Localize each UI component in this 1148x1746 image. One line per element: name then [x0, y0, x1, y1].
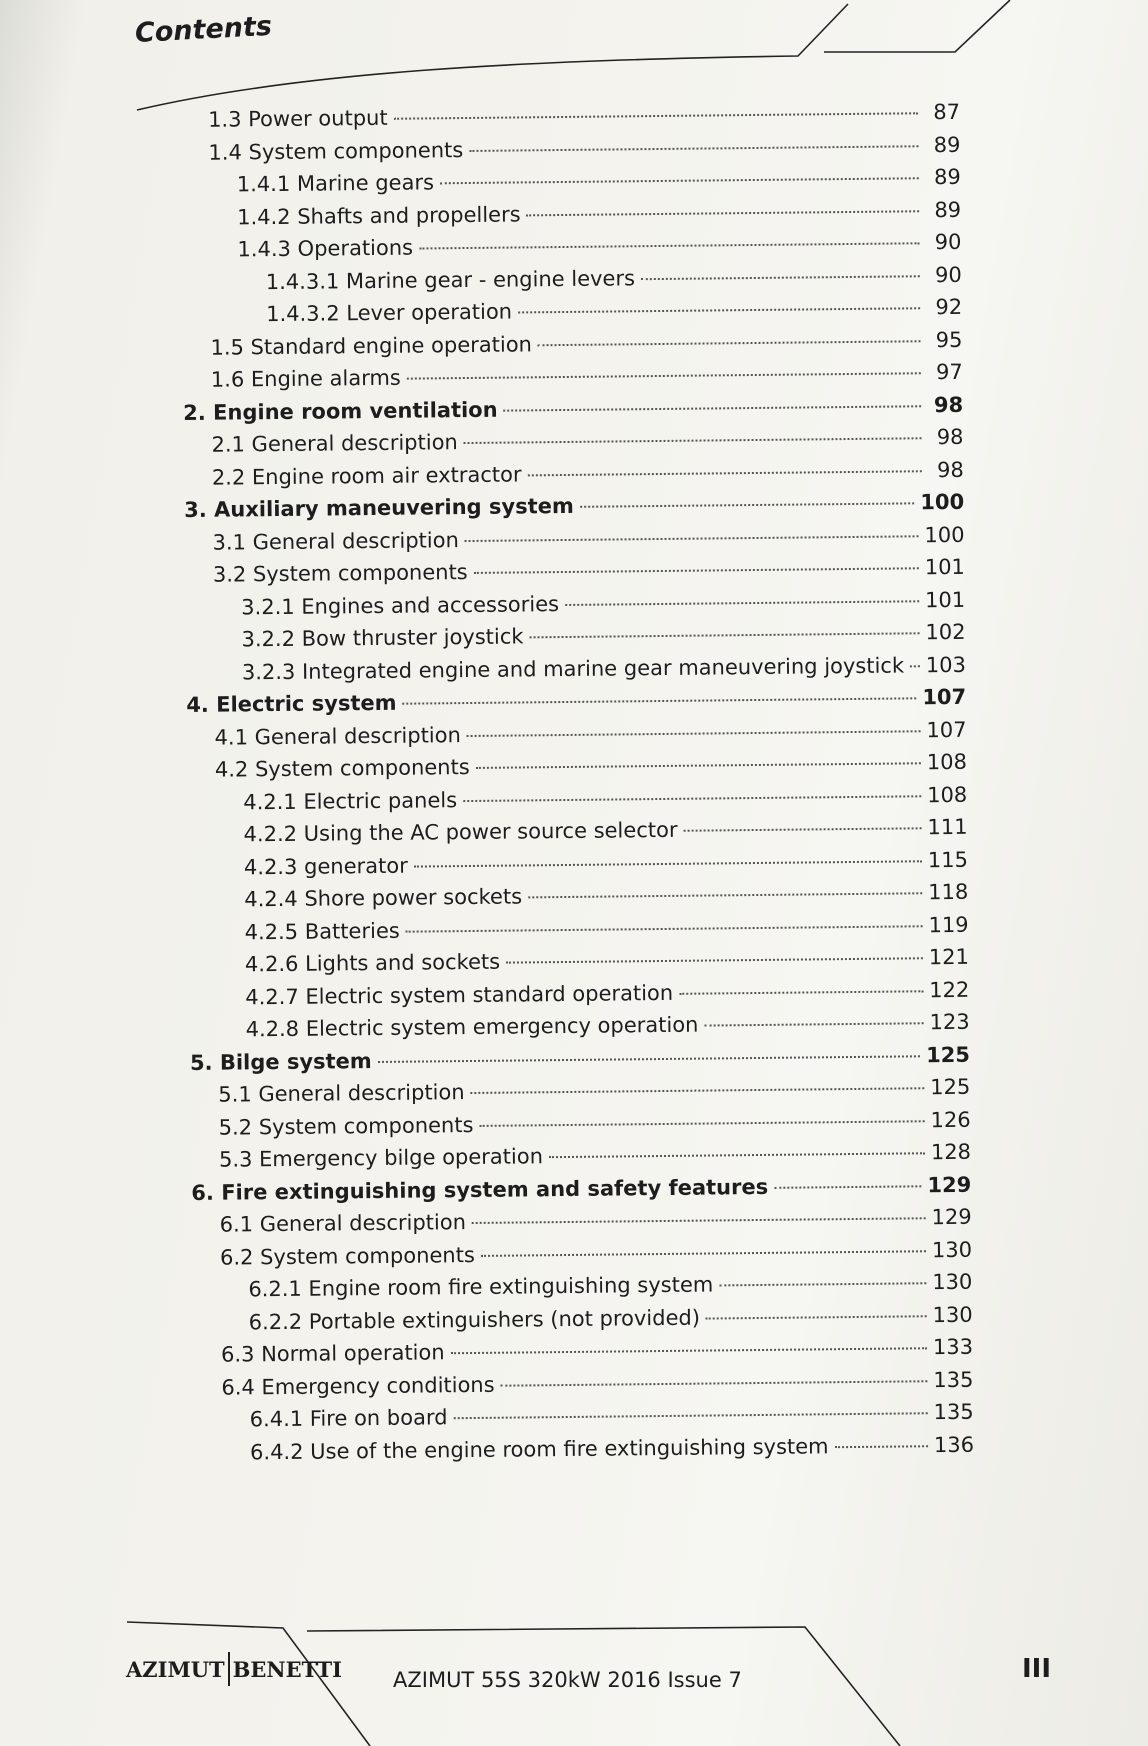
toc-leader-dots: [403, 697, 917, 704]
toc-leader-dots: [910, 665, 920, 667]
toc-entry-page: 130: [932, 1302, 973, 1327]
toc-entry-title: 1.5 Standard engine operation: [210, 331, 533, 360]
toc-entry-title: 1.3 Power output: [207, 105, 388, 132]
toc-leader-dots: [528, 470, 922, 476]
toc-leader-dots: [471, 1087, 925, 1094]
toc-entry-title: 4.2.6 Lights and sockets: [244, 949, 501, 977]
toc-entry-title: 6.4.2 Use of the engine room fire extinguishing system: [249, 1433, 829, 1464]
toc-entry-page: 125: [930, 1074, 971, 1100]
toc-entry: [194, 1432, 974, 1473]
toc-leader-dots: [679, 990, 923, 995]
toc-leader-dots: [565, 600, 919, 606]
toc-entry-page: 136: [933, 1432, 975, 1457]
toc-entry-page: 115: [927, 847, 969, 872]
toc-entry-page: 89: [934, 197, 962, 222]
toc-entry-page: 108: [926, 749, 968, 775]
toc-entry-page: 125: [925, 1042, 971, 1067]
toc-entry-page: 87: [933, 99, 961, 125]
toc-entry-title: 5.2 System components: [218, 1112, 474, 1140]
page-title: Contents: [134, 10, 273, 49]
toc-entry-title: 1.6 Engine alarms: [210, 365, 401, 392]
toc-leader-dots: [394, 112, 918, 119]
toc-entry-title: 2.1 General description: [211, 430, 458, 457]
toc-leader-dots: [453, 1412, 927, 1419]
toc-entry-page: 118: [928, 879, 969, 905]
toc-entry-title: 4.2.1 Electric panels: [243, 787, 458, 814]
toc-leader-dots: [504, 405, 922, 411]
toc-leader-dots: [451, 1347, 927, 1354]
toc-leader-dots: [684, 827, 922, 831]
toc-leader-dots: [706, 1315, 927, 1319]
toc-entry-page: 135: [933, 1367, 974, 1392]
toc-entry-page: 123: [929, 1009, 970, 1035]
toc-entry-title: 3. Auxiliary maneuvering system: [184, 493, 574, 522]
toc-entry-page: 98: [936, 457, 964, 482]
toc-leader-dots: [407, 372, 921, 379]
toc-entry-page: 128: [930, 1139, 972, 1165]
toc-entry-title: 4.2.5 Batteries: [244, 918, 400, 944]
toc-entry-page: 97: [935, 359, 963, 385]
toc-entry-page: 101: [924, 587, 966, 612]
toc-entry-page: 89: [933, 132, 961, 157]
page-number: III: [1022, 1654, 1052, 1684]
brand-logo-divider: [228, 1652, 230, 1686]
toc-entry-title: 6.2.2 Portable extinguishers (not provided): [248, 1305, 701, 1334]
toc-entry-page: 95: [935, 327, 963, 352]
toc-leader-dots: [474, 567, 919, 574]
toc-entry-title: 1.4.1 Marine gears: [236, 170, 435, 197]
brand-logo-right: BENETTI: [232, 1656, 342, 1682]
toc-leader-dots: [378, 1055, 920, 1063]
toc-entry-title: 4.2.2 Using the AC power source selector: [243, 817, 678, 847]
toc-entry-page: 98: [936, 424, 964, 450]
toc-leader-dots: [406, 925, 923, 932]
toc-entry-title: 5. Bilge system: [189, 1048, 372, 1075]
toc-entry-title: 4.2 System components: [214, 755, 470, 782]
toc-leader-dots: [835, 1445, 928, 1448]
toc-entry-title: 3.2.1 Engines and accessories: [241, 591, 560, 619]
toc-entry-title: 6.2.1 Engine room fire extinguishing system: [248, 1272, 714, 1302]
toc-entry-title: 5.3 Emergency bilge operation: [218, 1144, 544, 1172]
toc-leader-dots: [464, 437, 922, 444]
toc-leader-dots: [440, 177, 919, 184]
toc-leader-dots: [467, 730, 921, 737]
toc-entry-page: 121: [928, 944, 970, 970]
toc-entry-title: 3.1 General description: [212, 527, 459, 555]
toc-entry-title: 4.1 General description: [214, 722, 461, 750]
toc-entry-page: 126: [930, 1107, 971, 1132]
toc-leader-dots: [528, 892, 922, 898]
toc-entry-page: 107: [922, 684, 967, 710]
toc-leader-dots: [419, 242, 919, 249]
toc-entry-page: 102: [925, 619, 966, 645]
toc-entry-page: 119: [928, 912, 969, 937]
toc-entry-title: 6.4 Emergency conditions: [221, 1372, 495, 1400]
toc-entry-page: 100: [920, 489, 965, 515]
toc-entry-title: 3.2.3 Integrated engine and marine gear maneuvering joystick: [241, 652, 905, 684]
toc-entry-page: 130: [932, 1269, 973, 1295]
toc-leader-dots: [580, 502, 915, 508]
toc-entry-title: 4.2.4 Shore power sockets: [244, 884, 523, 912]
toc-leader-dots: [506, 957, 923, 963]
toc-entry-page: 107: [926, 717, 967, 742]
toc-entry-page: 92: [935, 294, 963, 320]
toc-entry-title: 5.1 General description: [218, 1080, 465, 1107]
toc-entry-title: 6. Fire extinguishing system and safety features: [191, 1174, 769, 1205]
table-of-contents: [180, 100, 974, 1473]
toc-leader-dots: [774, 1185, 921, 1189]
toc-entry-page: 90: [934, 262, 962, 287]
toc-entry-page: 129: [931, 1204, 972, 1230]
toc-entry-title: 1.4.3.2 Lever operation: [266, 299, 513, 327]
toc-entry-title: 6.2 System components: [219, 1242, 475, 1270]
toc-leader-dots: [465, 535, 919, 542]
toc-leader-dots: [704, 1022, 923, 1026]
toc-entry-title: 3.2 System components: [212, 560, 468, 587]
toc-entry-title: 3.2.2 Bow thruster joystick: [241, 624, 524, 652]
toc-entry-title: 2.2 Engine room air extractor: [211, 461, 522, 490]
toc-leader-dots: [538, 340, 921, 346]
toc-entry-page: 129: [927, 1172, 972, 1197]
toc-leader-dots: [479, 1120, 924, 1127]
toc-leader-dots: [414, 860, 922, 867]
toc-entry-page: 135: [933, 1399, 974, 1425]
toc-entry-title: 6.1 General description: [219, 1210, 467, 1237]
toc-leader-dots: [501, 1380, 928, 1386]
document-label: AZIMUT 55S 320kW 2016 Issue 7: [393, 1668, 742, 1692]
toc-leader-dots: [518, 307, 920, 313]
toc-entry-page: 130: [931, 1237, 973, 1262]
toc-leader-dots: [481, 1250, 926, 1257]
toc-leader-dots: [476, 762, 921, 769]
toc-entry-page: 90: [934, 229, 962, 255]
toc-entry-page: 101: [924, 554, 965, 580]
toc-entry-title: 1.4.3 Operations: [237, 235, 414, 262]
toc-leader-dots: [469, 145, 918, 152]
toc-leader-dots: [527, 210, 920, 216]
toc-entry-title: 4.2.8 Electric system emergency operation: [245, 1012, 699, 1042]
toc-entry-page: 89: [933, 164, 961, 190]
toc-entry-page: 100: [924, 522, 965, 547]
toc-entry-page: 122: [929, 977, 970, 1002]
brand-logo: [126, 1652, 342, 1686]
toc-leader-dots: [472, 1217, 926, 1224]
toc-entry-title: 1.4 System components: [208, 137, 464, 165]
toc-entry-title: 1.4.2 Shafts and propellers: [237, 201, 521, 229]
toc-entry-title: 4.2.7 Electric system standard operation: [245, 980, 674, 1009]
toc-entry-title: 2. Engine room ventilation: [183, 397, 498, 425]
toc-entry-title: 6.4.1 Fire on board: [249, 1405, 448, 1432]
toc-leader-dots: [529, 632, 919, 638]
toc-entry-page: 111: [927, 814, 968, 840]
toc-leader-dots: [463, 795, 921, 802]
toc-leader-dots: [719, 1282, 926, 1286]
toc-entry-page: 108: [927, 782, 968, 807]
toc-leader-dots: [549, 1152, 925, 1158]
toc-entry-title: 1.4.3.1 Marine gear - engine levers: [265, 265, 636, 294]
toc-entry-page: 98: [933, 392, 964, 417]
brand-logo-left: AZIMUT: [126, 1656, 225, 1682]
toc-entry-page: 103: [925, 652, 966, 677]
toc-entry-title: 6.3 Normal operation: [220, 1340, 445, 1367]
toc-entry-title: 4. Electric system: [186, 690, 397, 717]
toc-entry-page: 133: [932, 1334, 974, 1360]
toc-entry-title: 4.2.3 generator: [243, 853, 408, 879]
toc-leader-dots: [641, 275, 920, 280]
